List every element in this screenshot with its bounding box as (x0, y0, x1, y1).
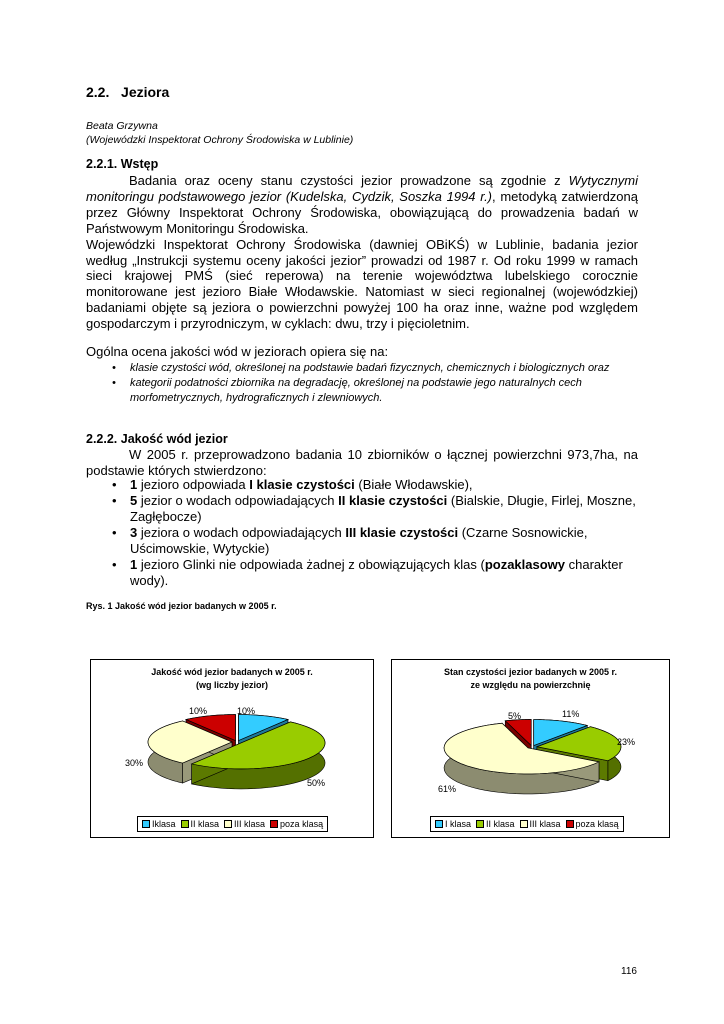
chart-count-label-2: 30% (125, 758, 144, 768)
legend-item-1 (435, 819, 471, 829)
legend-swatch (520, 820, 528, 828)
legend-label: III klasa (234, 819, 266, 829)
quality-bullet-1 (106, 477, 638, 493)
b1-a: jezioro odpowiada (137, 477, 250, 492)
legend-item-3 (520, 819, 561, 829)
subsection-heading-quality: 2.2.2. Jakość wód jezior (86, 432, 228, 446)
author-name: Beata Grzywna (86, 120, 158, 132)
legend-label: Iklasa (152, 819, 176, 829)
legend-label: poza klasą (280, 819, 324, 829)
b4-b: charakter wody). (130, 557, 623, 588)
b4-class: pozaklasowy (484, 557, 566, 572)
b1-b: (Białe Włodawskie), (354, 477, 473, 492)
chart-count-label-1: 50% (307, 778, 326, 788)
intro-paragraph-1 (86, 173, 638, 237)
legend-swatch (270, 820, 278, 828)
b3-class: III klasie czystości (345, 525, 459, 540)
quality-bullets (106, 477, 638, 589)
chart-count-label-0: 10% (237, 706, 256, 716)
legend-item-4 (270, 819, 323, 829)
assessment-bullets (106, 361, 638, 406)
chart-area-pie (392, 660, 669, 837)
p1-text-b: , metodyką zatwierdzoną przez Główny Inspektorat Ochrony Środowiska, obowiązującą do prowadzenia badań w Państwowym Monitoringu Środowiska. (86, 188, 638, 236)
quality-bullet-4 (106, 557, 638, 589)
chart-count-legend (137, 816, 328, 832)
chart-count-title-1: Jakość wód jezior badanych w 2005 r. (151, 667, 313, 677)
b1-class: I klasie czystości (249, 477, 355, 492)
legend-swatch (476, 820, 484, 828)
quality-intro (86, 447, 638, 479)
chart-area-label-2: 61% (438, 784, 457, 794)
quality-bullet-2 (106, 493, 638, 525)
chart-area-label-3: 5% (508, 711, 522, 721)
section-number: 2.2. (86, 84, 110, 100)
section-heading (86, 84, 169, 100)
legend-swatch (566, 820, 574, 828)
legend-swatch (181, 820, 189, 828)
chart-count-pie (91, 660, 373, 837)
legend-label: III klasa (529, 819, 561, 829)
legend-swatch (435, 820, 443, 828)
chart-area-title-1: Stan czystości jezior badanych w 2005 r. (443, 667, 618, 677)
author-block (86, 119, 353, 147)
legend-label: II klasa (190, 819, 220, 829)
chart-area-label-1: 23% (617, 737, 636, 747)
b2-a: jezior o wodach odpowiadających (137, 493, 339, 508)
assessment-bullet-1: • klasie czystości wód, określonej na podstawie badań fizycznych, chemicznych i biologicznych oraz (106, 361, 638, 376)
legend-item-4 (566, 819, 619, 829)
assessment-bullet-2: • kategorii podatności zbiornika na degradację, określonej na podstawie jego naturalnych cech morfometrycznych, hydrograficznych i zlewniowych. (106, 376, 638, 406)
legend-label: II klasa (486, 819, 515, 829)
b3-num: 3 (130, 525, 138, 540)
legend-label: I klasa (445, 819, 472, 829)
legend-item-2 (181, 819, 220, 829)
intro-paragraph-2: Wojewódzki Inspektorat Ochrony Środowiska (dawniej OBiKŚ) w Lublinie, badania jezior według „Instrukcji systemu oceny jakości jezior” prowadzi od 1987 r. Od roku 1999 w ramach sieci krajowej PMŚ (sieć reperowa) na terenie województwa lubelskiego corocznie monitorowane jest jezioro Białe Włodawskie. Natomiast w sieci regionalnej (wojewódzkiej) badaniami objęte są jeziora o powierzchni powyżej 100 ha oraz inne, ważne pod względem gospodarczym i przyrodniczym, w cyklach: dwu, trzy i pięcioletnim. (86, 236, 638, 332)
b4-num: 1 (130, 557, 138, 572)
chart-area (391, 659, 670, 838)
b2-num: 5 (130, 493, 138, 508)
b2-class: II klasie czystości (338, 493, 448, 508)
b4-a: jezioro Glinki nie odpowiada żadnej z obowiązujących klas ( (137, 557, 485, 572)
chart-area-label-0: 11% (562, 709, 580, 719)
quality-intro-text: W 2005 r. przeprowadzono badania 10 zbiorników o łącznej powierzchni 973,7ha, na podstawie których stwierdzono: (86, 447, 638, 478)
chart-count (90, 659, 374, 838)
assessment-lead: Ogólna ocena jakości wód w jeziorach opiera się na: (86, 344, 389, 359)
intro-paragraphs (86, 173, 638, 332)
legend-item-2 (476, 819, 515, 829)
b2-b: (Bialskie, Długie, Firlej, Moszne, Zagłębocze) (130, 493, 636, 524)
subsection-heading-intro: 2.2.1. Wstęp (86, 157, 159, 171)
legend-item-1 (142, 819, 176, 829)
p1-text-italic: Wytycznymi monitoringu podstawowego jezior (Kudelska, Cydzik, Soszka 1994 r.) (86, 173, 638, 204)
chart-count-title-2: (wg liczby jezior) (195, 680, 268, 690)
b3-b: (Czarne Sosnowickie, Uścimowskie, Wytyckie) (130, 525, 588, 556)
legend-label: poza klasą (575, 819, 619, 829)
b1-num: 1 (130, 477, 138, 492)
section-title: Jeziora (121, 84, 170, 100)
chart-area-title-2: ze względu na powierzchnię (470, 680, 591, 690)
legend-swatch (142, 820, 150, 828)
p1-text-a: Badania oraz oceny stanu czystości jezior prowadzone są zgodnie z (129, 173, 569, 188)
quality-bullet-3 (106, 525, 638, 557)
chart-area-legend (430, 816, 624, 832)
b3-a: jeziora o wodach odpowiadających (137, 525, 346, 540)
legend-item-3 (224, 819, 265, 829)
figure-caption: Rys. 1 Jakość wód jezior badanych w 2005 r. (86, 601, 277, 611)
legend-swatch (224, 820, 232, 828)
chart-count-label-3: 10% (189, 706, 208, 716)
author-affiliation: (Wojewódzki Inspektorat Ochrony Środowiska w Lublinie) (86, 134, 354, 146)
page-number: 116 (621, 966, 637, 977)
